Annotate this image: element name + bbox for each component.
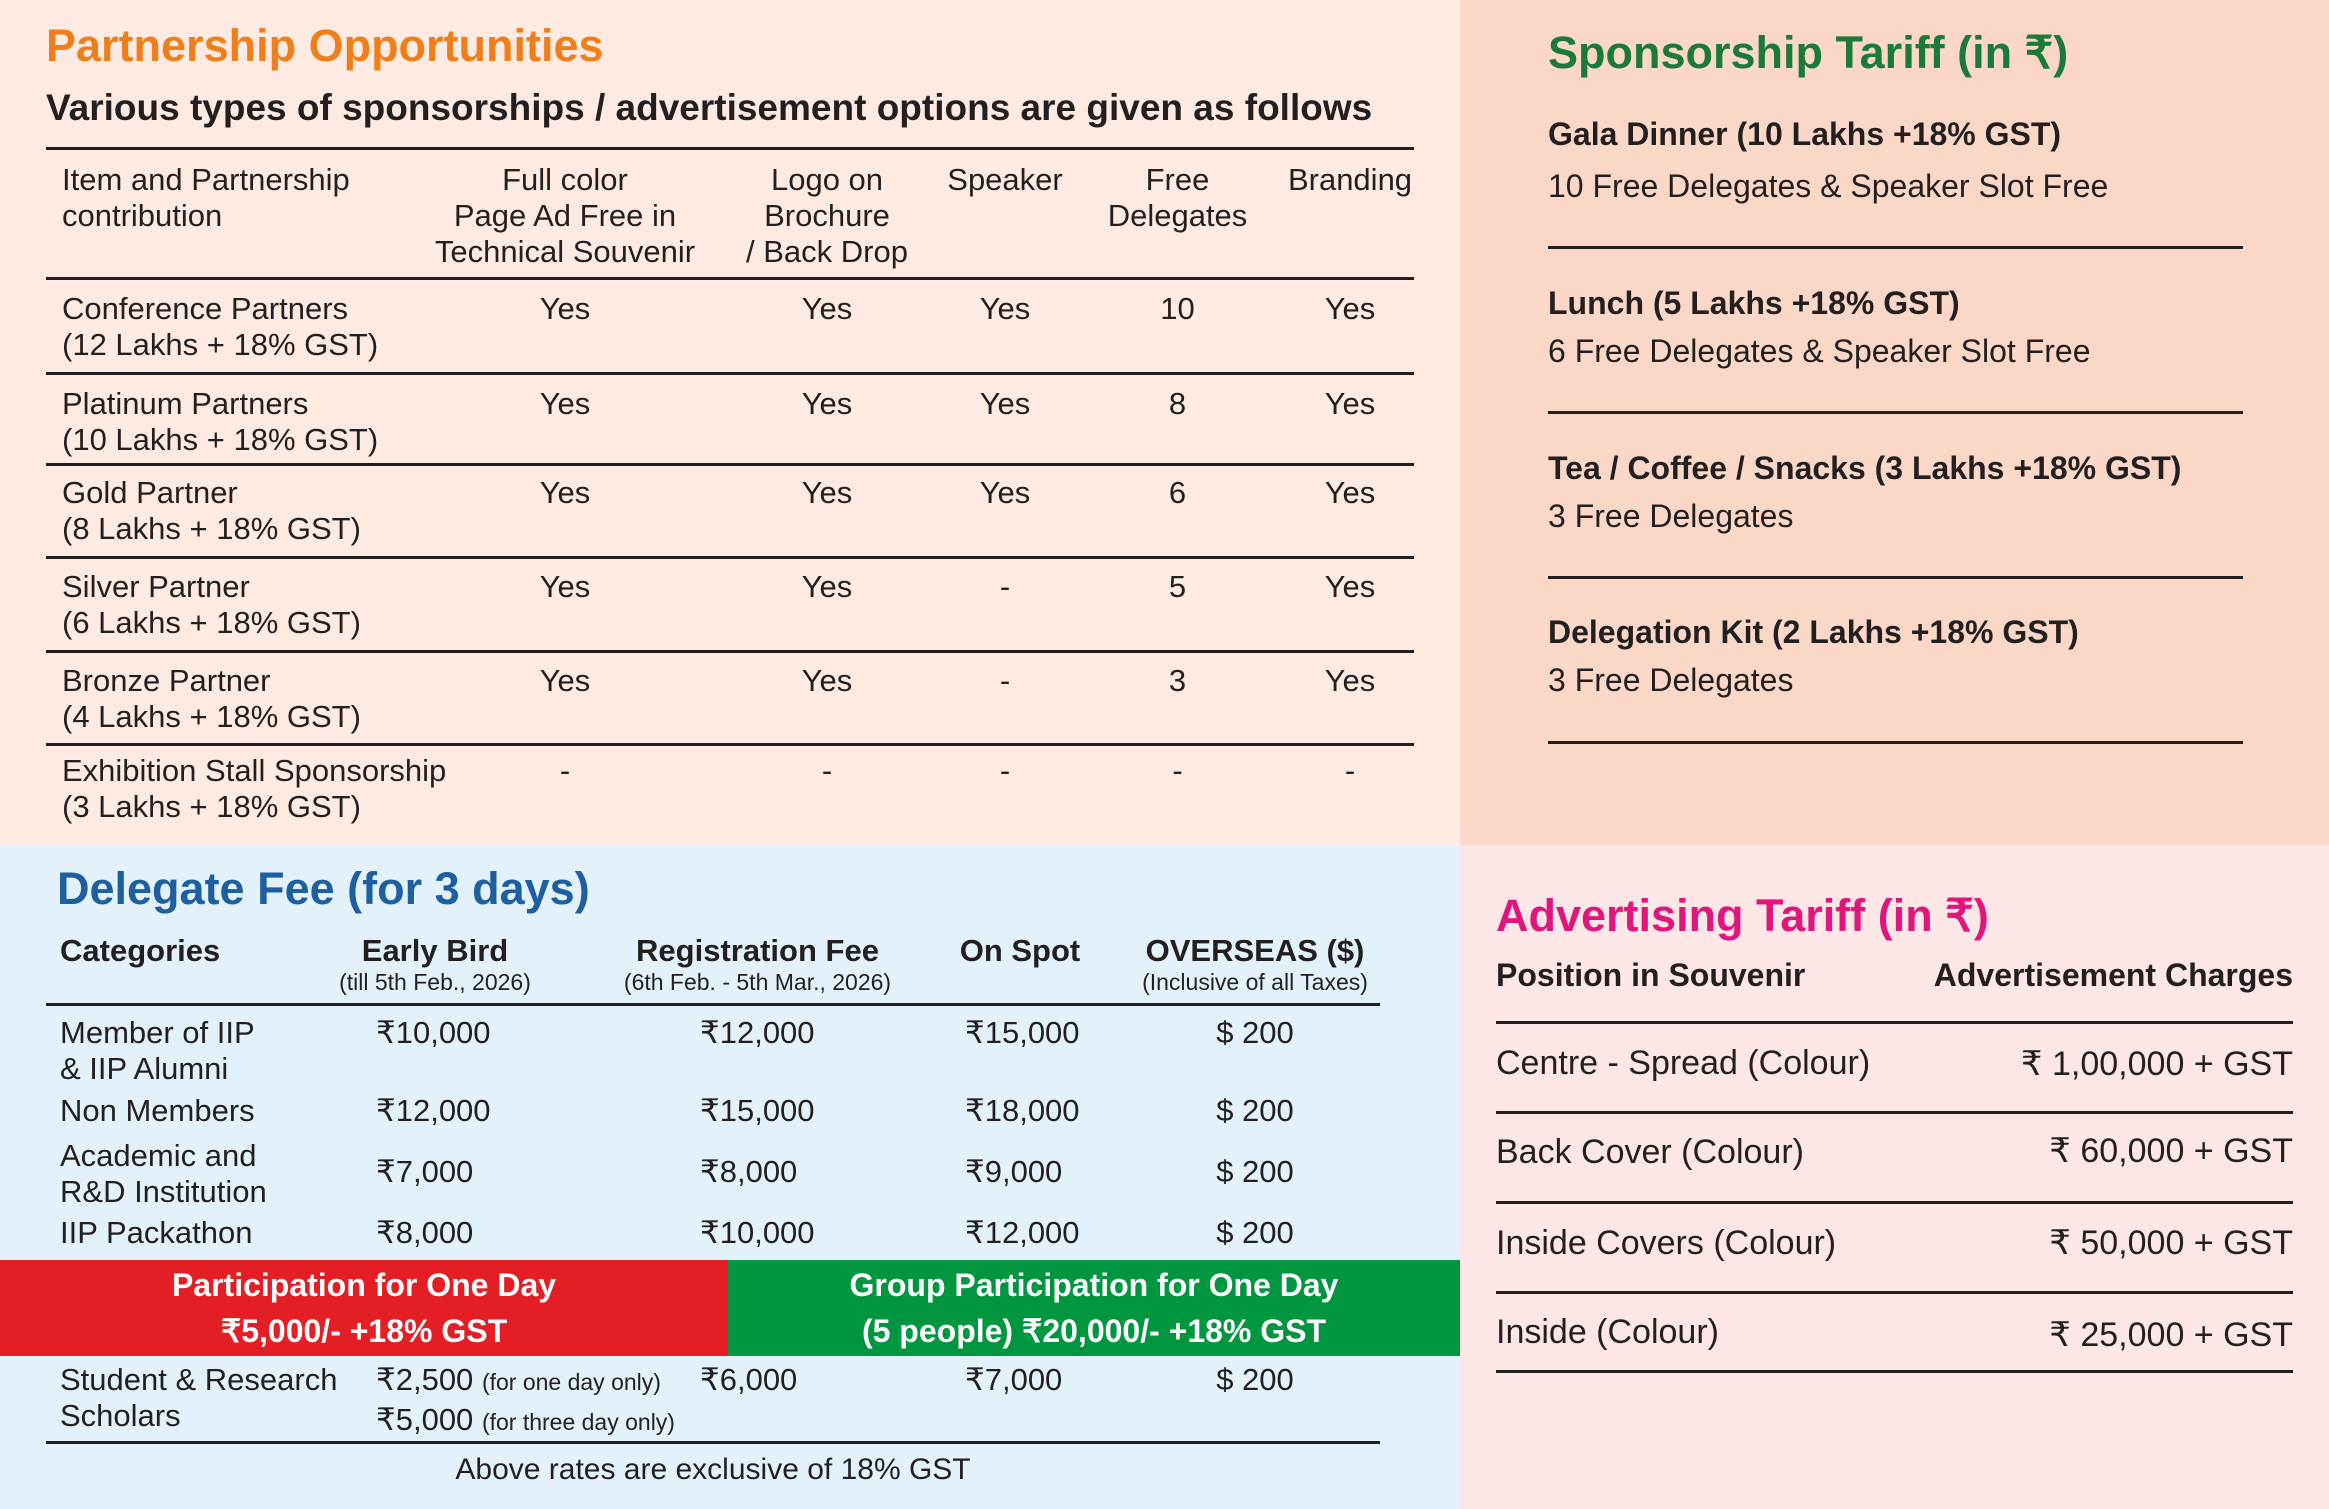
- cell-overseas: $ 200: [1216, 1362, 1294, 1397]
- divider: [46, 372, 1414, 375]
- divider: [1496, 1291, 2293, 1294]
- banner-line: ₹5,000/- +18% GST: [220, 1313, 508, 1349]
- row-price: (4 Lakhs + 18% GST): [62, 699, 361, 734]
- header-on-spot: On Spot: [959, 933, 1081, 968]
- advert-charge: ₹ 25,000 + GST: [2049, 1316, 2293, 1354]
- divider: [46, 1441, 1380, 1444]
- cell-full-color: Yes: [539, 475, 591, 510]
- category-line: Student & Research: [60, 1362, 338, 1397]
- row-price: (3 Lakhs + 18% GST): [62, 789, 361, 824]
- cell-reg: ₹15,000: [700, 1093, 815, 1128]
- cell-overseas: $ 200: [1216, 1154, 1294, 1189]
- advert-charge: ₹ 50,000 + GST: [2049, 1224, 2293, 1262]
- cell-reg: ₹8,000: [700, 1154, 798, 1189]
- advertising-panel: [1460, 845, 2329, 1509]
- header-label: Early Bird: [361, 933, 509, 968]
- divider: [46, 650, 1414, 653]
- cell-spot: ₹12,000: [965, 1215, 1080, 1250]
- table-row-name: [62, 753, 446, 825]
- header-line: Technical Souvenir: [434, 234, 696, 269]
- sponsor-item-head: Tea / Coffee / Snacks (3 Lakhs +18% GST): [1548, 450, 2182, 486]
- row-name: Exhibition Stall Sponsorship: [62, 753, 447, 788]
- cell-full-color: Yes: [539, 386, 591, 421]
- header-branding: Branding: [1287, 162, 1413, 197]
- early-note: (for one day only): [481, 1369, 661, 1395]
- cell-full-color: Yes: [539, 569, 591, 604]
- header-line: / Back Drop: [746, 234, 908, 269]
- category-cell: [60, 1138, 267, 1210]
- cell-speaker: -: [999, 753, 1011, 788]
- row-price: (10 Lakhs + 18% GST): [62, 422, 379, 457]
- category-line: R&D Institution: [60, 1174, 267, 1209]
- category-line: Member of IIP: [60, 1015, 255, 1050]
- category-line: IIP Packathon: [60, 1215, 253, 1250]
- header-position: Position in Souvenir: [1496, 957, 1806, 993]
- cell-branding: Yes: [1324, 475, 1376, 510]
- cell-logo: Yes: [801, 569, 853, 604]
- header-item: [62, 162, 350, 234]
- category-cell: [60, 1093, 255, 1129]
- header-line: Delegates: [1107, 198, 1248, 233]
- cell-early: ₹8,000: [376, 1215, 474, 1250]
- row-price: (8 Lakhs + 18% GST): [62, 511, 361, 546]
- cell-early: ₹10,000: [376, 1015, 491, 1050]
- header-item-line: contribution: [62, 198, 223, 233]
- sponsor-item-head: Lunch (5 Lakhs +18% GST): [1548, 285, 1960, 321]
- cell-free: -: [1172, 753, 1183, 788]
- header-categories: Categories: [60, 933, 221, 968]
- partnership-title: Partnership Opportunities: [46, 20, 604, 71]
- divider: [1548, 741, 2243, 744]
- cell-full-color: -: [559, 753, 571, 788]
- divider: [46, 463, 1414, 466]
- divider: [1548, 246, 2243, 249]
- divider: [46, 743, 1414, 746]
- row-price: (12 Lakhs + 18% GST): [62, 327, 379, 362]
- cell-spot: ₹7,000: [965, 1362, 1063, 1397]
- cell-full-color: Yes: [539, 291, 591, 326]
- sponsor-item-body: 10 Free Delegates & Speaker Slot Free: [1548, 168, 2109, 204]
- delegate-footnote: Above rates are exclusive of 18% GST: [455, 1453, 971, 1486]
- header-speaker: Speaker: [947, 162, 1063, 197]
- cell-overseas: $ 200: [1216, 1093, 1294, 1128]
- sponsor-item-body: 3 Free Delegates: [1548, 662, 1794, 698]
- cell-free: 10: [1160, 291, 1195, 326]
- header-sublabel: (till 5th Feb., 2026): [339, 969, 531, 995]
- sponsorship-panel: [1460, 0, 2329, 845]
- header-line: Brochure: [764, 198, 890, 233]
- cell-logo: -: [821, 753, 833, 788]
- cell-spot: ₹18,000: [965, 1093, 1080, 1128]
- cell-reg: ₹12,000: [700, 1015, 815, 1050]
- cell-branding: Yes: [1324, 386, 1376, 421]
- header-sublabel: (Inclusive of all Taxes): [1142, 969, 1368, 995]
- cell-branding: Yes: [1324, 663, 1376, 698]
- divider: [1548, 411, 2243, 414]
- header-line: Page Ad Free in: [453, 198, 677, 233]
- table-row-name: [62, 386, 378, 458]
- advert-charge: ₹ 60,000 + GST: [2049, 1132, 2293, 1170]
- header-line: Logo on: [770, 162, 884, 197]
- header-full-color: [420, 162, 710, 270]
- divider: [46, 277, 1414, 280]
- cell-early: [376, 1362, 675, 1440]
- divider: [1496, 1370, 2293, 1373]
- cell-branding: Yes: [1324, 291, 1376, 326]
- header-line: Free: [1145, 162, 1210, 197]
- sponsor-item-head: Gala Dinner (10 Lakhs +18% GST): [1548, 116, 2062, 152]
- sponsor-item-body: 6 Free Delegates & Speaker Slot Free: [1548, 333, 2091, 369]
- early-note: (for three day only): [481, 1409, 675, 1435]
- header-label: Registration Fee: [636, 933, 879, 968]
- divider: [46, 1003, 1380, 1006]
- partnership-subtitle: Various types of sponsorships / advertisement options are given as follows: [46, 87, 1373, 128]
- category-line: Academic and: [60, 1138, 257, 1173]
- cell-speaker: Yes: [979, 475, 1031, 510]
- category-line: Scholars: [60, 1398, 181, 1433]
- advert-position: Back Cover (Colour): [1496, 1133, 1804, 1171]
- table-row-name: [62, 291, 378, 363]
- cell-speaker: -: [999, 663, 1011, 698]
- divider: [1548, 576, 2243, 579]
- cell-speaker: Yes: [979, 291, 1031, 326]
- advert-position: Centre - Spread (Colour): [1496, 1044, 1871, 1082]
- cell-free: 5: [1168, 569, 1187, 604]
- table-row-name: [62, 475, 361, 547]
- divider: [1496, 1111, 2293, 1114]
- cell-logo: Yes: [801, 291, 853, 326]
- cell-spot: ₹9,000: [965, 1154, 1063, 1189]
- row-name: Gold Partner: [62, 475, 238, 510]
- divider: [46, 147, 1414, 150]
- delegate-fee-panel: [0, 845, 1460, 1509]
- advert-charge: ₹ 1,00,000 + GST: [2020, 1045, 2293, 1083]
- banner-line: (5 people) ₹20,000/- +18% GST: [861, 1313, 1327, 1349]
- cell-branding: Yes: [1324, 569, 1376, 604]
- table-row-name: [62, 569, 361, 641]
- delegate-fee-title: Delegate Fee (for 3 days): [57, 863, 590, 914]
- header-early-bird: [300, 933, 570, 995]
- category-cell: [60, 1362, 337, 1434]
- banner-line: Participation for One Day: [171, 1267, 557, 1303]
- cell-logo: Yes: [801, 386, 853, 421]
- header-free-delegates: [1100, 162, 1255, 234]
- row-name: Platinum Partners: [62, 386, 309, 421]
- category-line: Non Members: [60, 1093, 255, 1128]
- early-three-day: ₹5,000: [376, 1402, 474, 1437]
- cell-early: ₹7,000: [376, 1154, 474, 1189]
- row-name: Bronze Partner: [62, 663, 271, 698]
- header-sublabel: (6th Feb. - 5th Mar., 2026): [623, 969, 892, 995]
- row-name: Silver Partner: [62, 569, 250, 604]
- row-price: (6 Lakhs + 18% GST): [62, 605, 361, 640]
- cell-free: 3: [1168, 663, 1187, 698]
- advert-position: Inside (Colour): [1496, 1313, 1719, 1351]
- cell-speaker: Yes: [979, 386, 1031, 421]
- header-charges: Advertisement Charges: [1933, 957, 2293, 993]
- cell-early: ₹12,000: [376, 1093, 491, 1128]
- header-logo: [727, 162, 927, 270]
- sponsor-item-head: Delegation Kit (2 Lakhs +18% GST): [1548, 614, 2079, 650]
- banner-line: Group Participation for One Day: [849, 1267, 1339, 1303]
- header-item-line: Item and Partnership: [62, 162, 350, 197]
- cell-free: 6: [1168, 475, 1187, 510]
- one-day-participation-banner: [0, 1260, 728, 1356]
- divider: [46, 556, 1414, 559]
- category-line: & IIP Alumni: [60, 1051, 229, 1086]
- sponsorship-title: Sponsorship Tariff (in ₹): [1548, 27, 2069, 78]
- cell-free: 8: [1168, 386, 1187, 421]
- header-overseas: [1120, 933, 1390, 995]
- category-cell: [60, 1215, 252, 1251]
- header-line: Full color: [502, 162, 628, 197]
- sponsor-item-body: 3 Free Delegates: [1548, 498, 1794, 534]
- divider: [1496, 1201, 2293, 1204]
- cell-logo: Yes: [801, 663, 853, 698]
- header-registration-fee: [590, 933, 925, 995]
- cell-reg: ₹10,000: [700, 1215, 815, 1250]
- cell-reg: ₹6,000: [700, 1362, 798, 1397]
- header-label: OVERSEAS ($): [1145, 933, 1365, 968]
- cell-speaker: -: [999, 569, 1011, 604]
- table-row-name: [62, 663, 361, 735]
- partnership-panel: [0, 0, 1460, 845]
- early-one-day: ₹2,500: [376, 1362, 474, 1397]
- cell-branding: -: [1344, 753, 1356, 788]
- row-name: Conference Partners: [62, 291, 349, 326]
- group-participation-banner: [728, 1260, 1460, 1356]
- cell-logo: Yes: [801, 475, 853, 510]
- advert-position: Inside Covers (Colour): [1496, 1224, 1837, 1262]
- cell-overseas: $ 200: [1216, 1015, 1294, 1050]
- cell-overseas: $ 200: [1216, 1215, 1294, 1250]
- cell-full-color: Yes: [539, 663, 591, 698]
- advertising-title: Advertising Tariff (in ₹): [1496, 890, 1989, 941]
- category-cell: [60, 1015, 255, 1087]
- divider: [1496, 1021, 2293, 1024]
- cell-spot: ₹15,000: [965, 1015, 1080, 1050]
